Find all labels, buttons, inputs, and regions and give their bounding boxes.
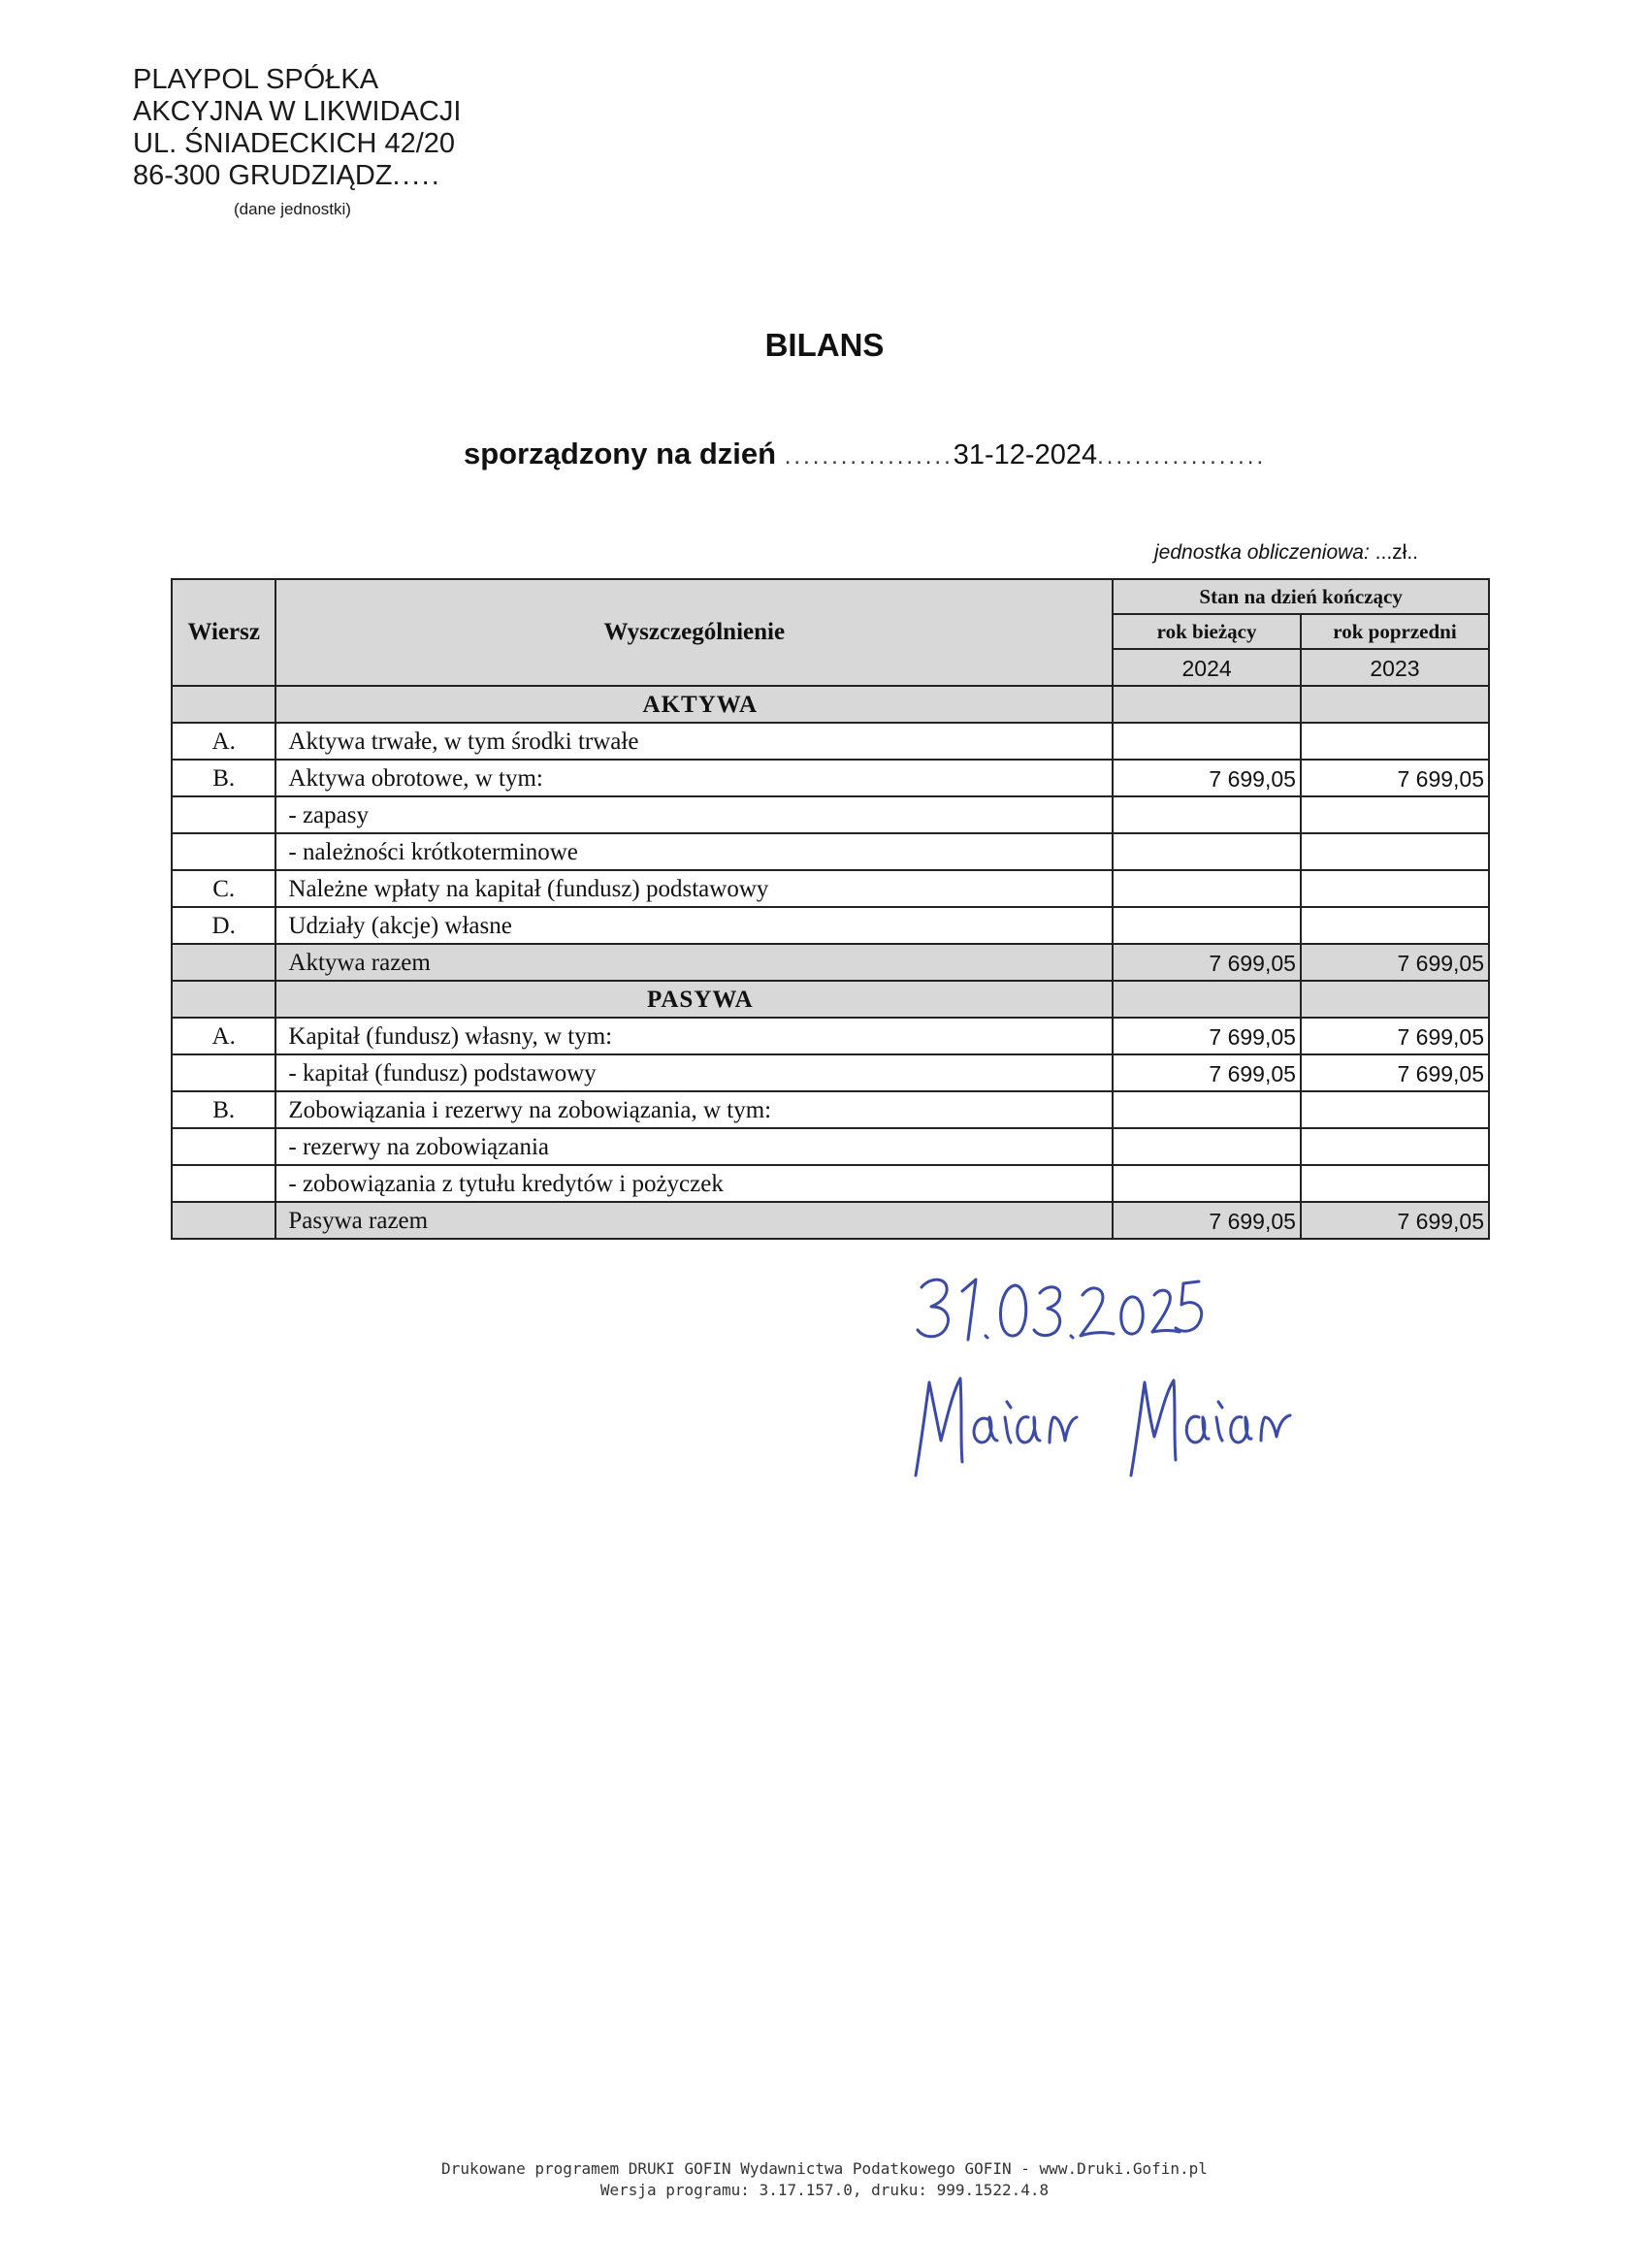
header-previous-year: 2023 — [1301, 649, 1489, 686]
balance-date-dots-after: .................. — [1097, 443, 1267, 470]
balance-date-value: 31-12-2024 — [953, 439, 1098, 470]
row-description: Aktywa obrotowe, w tym: — [275, 760, 1113, 796]
calculation-unit-line — [1154, 541, 1418, 565]
row-description: Zobowiązania i rezerwy na zobowiązania, w tym: — [275, 1091, 1113, 1128]
company-city-line — [133, 160, 461, 192]
row-previous-value: 7 699,05 — [1301, 1018, 1489, 1054]
row-wiersz: A. — [172, 723, 275, 760]
header-previous-label: rok poprzedni — [1301, 614, 1489, 649]
row-current-value: 7 699,05 — [1113, 1018, 1301, 1054]
balance-date-dots-before: .................. — [784, 443, 954, 470]
row-description: - zobowiązania z tytułu kredytów i pożyczek — [275, 1165, 1113, 1202]
row-current-value — [1113, 870, 1301, 907]
row-current-value — [1113, 1165, 1301, 1202]
row-previous-value: 7 699,05 — [1301, 1202, 1489, 1239]
handwritten-signature — [892, 1247, 1397, 1479]
header-current-year: 2024 — [1113, 649, 1301, 686]
table-row — [172, 870, 1489, 907]
row-description: - należności krótkoterminowe — [275, 833, 1113, 870]
row-wiersz: C. — [172, 870, 275, 907]
row-wiersz — [172, 1165, 275, 1202]
section-wiersz-cell — [172, 686, 275, 723]
footer-version-line: Wersja programu: 3.17.157.0, druku: 999.1522.4.8 — [599, 2181, 1050, 2199]
row-wiersz — [172, 944, 275, 981]
row-current-value — [1113, 833, 1301, 870]
table-row — [172, 833, 1489, 870]
row-previous-value — [1301, 1165, 1489, 1202]
section-wiersz-cell — [172, 981, 275, 1018]
calculation-unit-value: ...zł.. — [1374, 541, 1418, 564]
company-name-line-1: PLAYPOL SPÓŁKA — [133, 64, 379, 95]
section-heading: PASYWA — [275, 981, 1113, 1018]
row-previous-value — [1301, 1091, 1489, 1128]
calculation-unit-label: jednostka obliczeniowa: — [1154, 541, 1370, 564]
row-description: Aktywa razem — [275, 944, 1113, 981]
footer-program-line: Drukowane programem DRUKI GOFIN Wydawnictwa Podatkowego GOFIN - www.Druki.Gofin.pl — [441, 2159, 1208, 2178]
row-previous-value — [1301, 907, 1489, 944]
company-city: 86-300 GRUDZIĄDZ — [133, 160, 393, 191]
header-stan: Stan na dzień kończący — [1113, 579, 1489, 614]
company-header — [133, 64, 461, 192]
row-previous-value: 7 699,05 — [1301, 760, 1489, 796]
section-current-cell — [1113, 686, 1301, 723]
table-row — [172, 723, 1489, 760]
row-current-value — [1113, 796, 1301, 833]
section-row-pasywa — [172, 981, 1489, 1018]
row-description: - rezerwy na zobowiązania — [275, 1128, 1113, 1165]
row-current-value: 7 699,05 — [1113, 944, 1301, 981]
row-previous-value — [1301, 833, 1489, 870]
row-wiersz — [172, 1054, 275, 1091]
balance-date-line — [464, 437, 1266, 471]
row-wiersz — [172, 1128, 275, 1165]
row-current-value: 7 699,05 — [1113, 760, 1301, 796]
row-description: Pasywa razem — [275, 1202, 1113, 1239]
row-previous-value — [1301, 796, 1489, 833]
table-row — [172, 1054, 1489, 1091]
total-row-aktywa — [172, 944, 1489, 981]
row-previous-value — [1301, 723, 1489, 760]
balance-table — [171, 578, 1490, 1240]
row-previous-value: 7 699,05 — [1301, 1054, 1489, 1091]
section-heading: AKTYWA — [275, 686, 1113, 723]
row-description: Należne wpłaty na kapitał (fundusz) podstawowy — [275, 870, 1113, 907]
row-current-value — [1113, 723, 1301, 760]
header-description: Wyszczególnienie — [275, 579, 1113, 686]
row-wiersz: B. — [172, 760, 275, 796]
row-wiersz: B. — [172, 1091, 275, 1128]
row-previous-value — [1301, 870, 1489, 907]
row-description: Kapitał (fundusz) własny, w tym: — [275, 1018, 1113, 1054]
row-wiersz — [172, 1202, 275, 1239]
section-previous-cell — [1301, 686, 1489, 723]
company-street: UL. ŚNIADECKICH 42/20 — [133, 128, 456, 159]
row-wiersz — [172, 833, 275, 870]
table-row — [172, 1018, 1489, 1054]
company-name-line-2: AKCYJNA W LIKWIDACJI — [133, 96, 462, 127]
table-row — [172, 907, 1489, 944]
row-current-value — [1113, 907, 1301, 944]
row-previous-value — [1301, 1128, 1489, 1165]
row-wiersz — [172, 796, 275, 833]
table-header-row-1 — [172, 579, 1489, 614]
section-row-aktywa — [172, 686, 1489, 723]
table-row — [172, 1091, 1489, 1128]
section-current-cell — [1113, 981, 1301, 1018]
table-row — [172, 760, 1489, 796]
table-row — [172, 1128, 1489, 1165]
balance-date-label: sporządzony na dzień — [464, 437, 777, 470]
row-description: - zapasy — [275, 796, 1113, 833]
row-wiersz: D. — [172, 907, 275, 944]
row-current-value: 7 699,05 — [1113, 1054, 1301, 1091]
row-description: Aktywa trwałe, w tym środki trwałe — [275, 723, 1113, 760]
company-note: (dane jednostki) — [234, 200, 351, 218]
table-row — [172, 796, 1489, 833]
row-current-value — [1113, 1128, 1301, 1165]
row-wiersz: A. — [172, 1018, 275, 1054]
row-description: - kapitał (fundusz) podstawowy — [275, 1054, 1113, 1091]
footer — [0, 2158, 1649, 2201]
row-previous-value: 7 699,05 — [1301, 944, 1489, 981]
section-previous-cell — [1301, 981, 1489, 1018]
header-wiersz: Wiersz — [172, 579, 275, 686]
row-current-value: 7 699,05 — [1113, 1202, 1301, 1239]
total-row-pasywa — [172, 1202, 1489, 1239]
company-city-dots: ..... — [392, 160, 441, 191]
document-title: BILANS — [764, 327, 885, 363]
header-current-label: rok bieżący — [1113, 614, 1301, 649]
row-current-value — [1113, 1091, 1301, 1128]
table-row — [172, 1165, 1489, 1202]
row-description: Udziały (akcje) własne — [275, 907, 1113, 944]
